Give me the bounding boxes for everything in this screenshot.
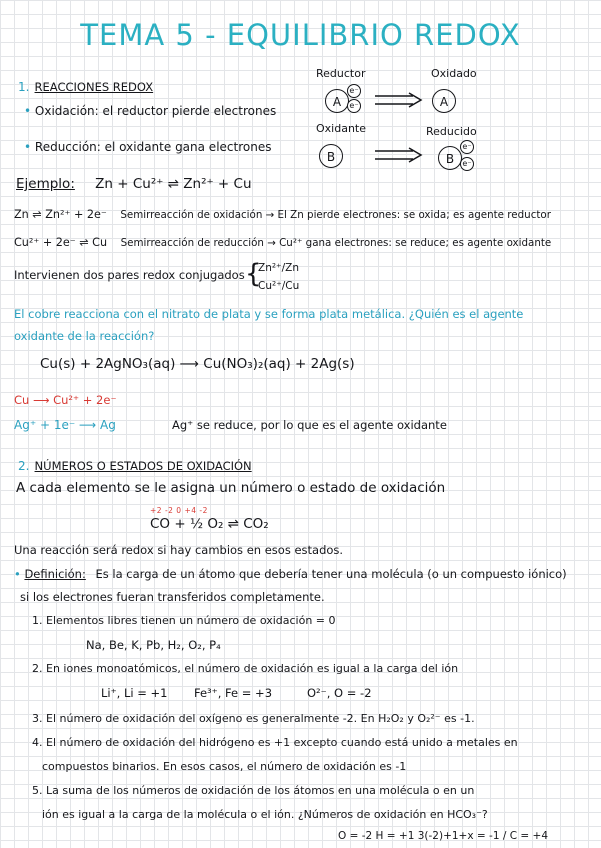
rule-4b: compuestos binarios. En esos casos, el número de oxidación es -1 [42, 760, 407, 773]
section2-heading [18, 455, 252, 474]
double-arrow-icon [375, 92, 423, 108]
section-number: 1. [18, 80, 30, 94]
semi2-text: Semirreacción de reducción → Cu²⁺ gana electrones: se reduce; es agente oxidante [120, 237, 552, 249]
rule-2: 2. En iones monoatómicos, el número de oxidación es igual a la carga del ión [32, 662, 459, 675]
reductor-circle: A [325, 89, 349, 113]
ejemplo-line [16, 176, 252, 192]
reductor-label: Reductor [316, 67, 366, 80]
reduccion-line: • Reducción: el oxidante gana electrones [24, 140, 272, 154]
oxidado-label: Oxidado [431, 67, 477, 80]
rule-1: 1. Elementos libres tienen un número de oxidación = 0 [32, 614, 336, 627]
section1-heading [18, 76, 153, 95]
cobre-equation: Cu(s) + 2AgNO₃(aq) ⟶ Cu(NO₃)₂(aq) + 2Ag(s) [40, 356, 355, 372]
oxidante-label: Oxidante [316, 122, 366, 135]
section-title: REACCIONES REDOX [34, 80, 154, 94]
ejemplo-label: Ejemplo: [16, 176, 75, 192]
rule-5a: 5. La suma de los números de oxidación de los átomos en una molécula o en un [32, 784, 475, 797]
reducido-circle: B [438, 146, 462, 170]
semi1-text: Semirreacción de oxidación → El Zn pierde electrones: se oxida; es agente reductor [120, 209, 551, 221]
oxidacion-text: Oxidación: el reductor pierde electrones [34, 104, 277, 118]
definicion-text: Es la carga de un átomo que debería tener una molécula (o un compuesto iónico) [95, 567, 567, 581]
semi2-equation: Cu²⁺ + 2e⁻ ⇌ Cu [14, 236, 108, 249]
par2: Cu²⁺/Cu [258, 280, 300, 292]
ejemplo-equation: Zn + Cu²⁺ ⇌ Zn²⁺ + Cu [95, 176, 252, 192]
oxidado-circle: A [432, 89, 456, 113]
semi1-equation: Zn ⇌ Zn²⁺ + 2e⁻ [14, 208, 107, 221]
section-title: NÚMEROS O ESTADOS DE OXIDACIÓN [34, 459, 252, 473]
rule-5-answer: O = -2 H = +1 3(-2)+1+x = -1 / C = +4 [338, 830, 548, 842]
rule-1-examples: Na, Be, K, Pb, H₂, O₂, P₄ [86, 638, 221, 652]
oxidacion-line: • Oxidación: el reductor pierde electrones [24, 104, 277, 118]
electron-icon: e⁻ [460, 140, 474, 154]
ag-reduction-equation: Ag⁺ + 1e⁻ ⟶ Ag [14, 418, 116, 432]
co-oxidation-states: +2 -2 0 +4 -2 [150, 506, 208, 515]
page-title: TEMA 5 - EQUILIBRIO REDOX [80, 18, 521, 52]
semi-oxidacion-line [14, 208, 551, 221]
electron-icon: e⁻ [460, 157, 474, 171]
rule-2-example-li: Li⁺, Li = +1 [101, 686, 168, 700]
definicion-text-2: si los electrones fueran transferidos completamente. [20, 590, 325, 604]
electron-icon: e⁻ [347, 84, 361, 98]
rule-2-example-fe: Fe³⁺, Fe = +3 [194, 686, 273, 700]
semi-reduccion-line [14, 236, 551, 249]
rule-2-example-o: O²⁻, O = -2 [307, 686, 372, 700]
reducido-label: Reducido [426, 125, 477, 138]
co-equation: CO + ½ O₂ ⇌ CO₂ [150, 516, 269, 532]
double-arrow-icon [375, 147, 423, 163]
section-number: 2. [18, 459, 30, 473]
cobre-question-1: El cobre reacciona con el nitrato de plata y se forma plata metálica. ¿Quién es el agente [14, 307, 524, 321]
oxidante-circle: B [319, 144, 343, 168]
par1: Zn²⁺/Zn [258, 262, 299, 274]
electron-icon: e⁻ [347, 99, 361, 113]
brace-icon: { [245, 259, 262, 289]
rule-4a: 4. El número de oxidación del hidrógeno es +1 excepto cuando está unido a metales en [32, 736, 518, 749]
rule-5b: ión es igual a la carga de la molécula o el ión. ¿Números de oxidación en HCO₃⁻? [42, 808, 488, 821]
pares-text: Intervienen dos pares redox conjugados [14, 268, 245, 282]
definicion-line: • Definición: Es la carga de un átomo que debería tener una molécula (o un compuesto iónico) [14, 567, 567, 581]
reduccion-text: Reducción: el oxidante gana electrones [34, 140, 272, 154]
cobre-question-2: oxidante de la reacción? [14, 329, 155, 343]
ag-answer: Ag⁺ se reduce, por lo que es el agente oxidante [172, 418, 447, 432]
cu-oxidation-equation: Cu ⟶ Cu²⁺ + 2e⁻ [14, 393, 117, 407]
definicion-label: Definición: [24, 567, 86, 581]
section2-intro: A cada elemento se le asigna un número o estado de oxidación [16, 480, 446, 496]
rule-3: 3. El número de oxidación del oxígeno es generalmente -2. En H₂O₂ y O₂²⁻ es -1. [32, 712, 475, 725]
redox-condition: Una reacción será redox si hay cambios en esos estados. [14, 543, 344, 557]
